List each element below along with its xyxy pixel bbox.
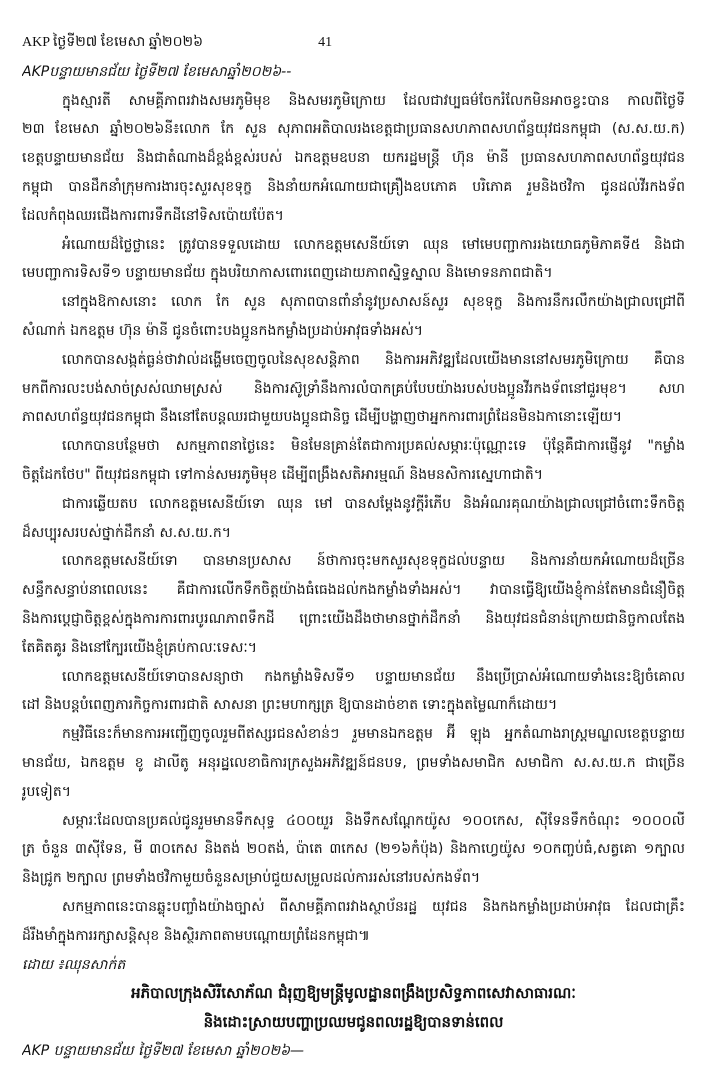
paragraph-line: ត្រ ចំនួន ៣ស៊ីទែន, មី ៣០កេស និងតង់ ២០តង់, ប៉ាតេ ៣កេស (២១៦កំប៉ុង) និងកាហ្វេយ៉ូស ១០កញ្ចប់ធំ,សត្វគោ ១ក្បាល [22, 841, 685, 858]
paragraph-line: អំណោយដ៏ថ្លៃថ្លានេះ ត្រូវបានទទួលដោយ លោកឧត្តមសេនីយ៍ទោ ឈុន មៅមេបញ្ជាការរងយោធភូមិភាគទី៥ និងជា [62, 236, 685, 253]
paragraph-line: ក្នុងស្មារតី សាមគ្គីភាពរវាងសមរភូមិមុខ និងសមរភូមិក្រោយ ដែលជាវប្បធម៌ចែករំលែកមិនអាចខ្វះបាន កាលពីថ្ងៃទី [62, 92, 685, 109]
paragraph-line: ភាពសហព័ន្ធយុវជនកម្ពុជា នឹងនៅតែបន្តឈរជាមួយបងប្អូនជានិច្ច ដើម្បីបង្ហាញថាអ្នកការពារព្រំដែនមិនឯកានោះឡើយ។ [22, 409, 623, 426]
paragraph-line: ដ៏សប្បុរសរបស់ថ្នាក់ដឹកនាំ ស.ស.យ.ក។ [22, 524, 231, 541]
paragraph-line: មេបញ្ជាការទិសទី១ បន្ទាយមានជ័យ ក្នុងបរិយាកាសពោរពេញដោយភាពស្និទ្ធស្នាល និងមោទនភាពជាតិ។ [22, 265, 553, 282]
paragraph-line: មានជ័យ, ឯកឧត្តម ខូ ដាលីតូ អនុរដ្ឋលេខាធិការក្រសួងអភិវឌ្ឍន៍ជនបទ, ព្រមទាំងសមាជិក សមាជិកា ស.ស.យ.ក ជាច្រើន [22, 754, 685, 771]
running-header [22, 29, 685, 58]
page-number: 41 [318, 35, 333, 50]
paragraph-line: តែគិតគូរ និងនៅក្បែរយើងខ្ញុំគ្រប់កាលៈទេសៈ។ [22, 639, 257, 656]
running-title: AKP ថ្ងៃទី២៧ ខែមេសា ឆ្នាំ២០២៦ [22, 35, 204, 50]
paragraph [22, 231, 685, 289]
paragraph [22, 288, 685, 346]
paragraph-line: សកម្មភាពនេះបានឆ្លុះបញ្ចាំងយ៉ាងច្បាស់ ពីសាមគ្គីភាពរវាងស្ថាប័នរដ្ឋ យុវជន និងកងកម្លាំងប្រដាប់អាវុធ ដែលជាគ្រឹះ [62, 898, 685, 915]
document-page [22, 29, 685, 1066]
article-body [22, 87, 685, 951]
paragraph-line: ចិត្តដែកថែប" ពីយុវជនកម្ពុជា ទៅកាន់សមរភូមិមុខ ដើម្បីពង្រឹងសតិអារម្មណ៍ និងមនសិការស្នេហាជាតិ។ [22, 466, 544, 483]
next-article-title-line-1: អភិបាលក្រុងសិរីសោភ័ណ ជំរុញឱ្យមន្ត្រីមូលដ្ឋានពង្រឹងប្រសិទ្ធភាពសេវាសាធារណៈ [131, 984, 576, 1003]
byline: ដោយ ៖ឈុនសាក់ត [22, 956, 126, 973]
paragraph [22, 490, 685, 548]
paragraph [22, 807, 685, 893]
paragraph-line: មកពីការលះបង់សាច់ស្រស់ឈាមស្រស់ និងការស៊ូទ្រាំនឹងការលំបាកគ្រប់បែបយ៉ាងរបស់បងប្អូនវីរកងទ័ពនៅជួរមុខ។ សហ [22, 380, 685, 397]
paragraph-line: នៅក្នុងឱកាសនោះ លោក កែ សួន សុភាពបានពាំនាំនូវប្រសាសន៍សួរ សុខទុក្ខ និងការនឹករលឹកយ៉ាងជ្រាលជ្រៅពី [62, 294, 685, 311]
paragraph-line: សំណាក់ ឯកឧត្តម ហ៊ុន ម៉ានី ជូនចំពោះបងប្អូនកងកម្លាំងប្រដាប់អាវុធទាំងអស់។ [22, 322, 424, 339]
paragraph-line: លោកឧត្តមសេនីយ៍ទោបានសន្យាថា កងកម្លាំងទិសទី១ បន្ទាយមានជ័យ នឹងប្រើប្រាស់អំណោយទាំងនេះឱ្យចំគោល [62, 668, 685, 685]
paragraph [22, 893, 685, 951]
paragraph-line: ដែលកំពុងឈរជើងការពារទឹកដីនៅទិសប៉ោយប៉ែត។ [22, 207, 284, 224]
paragraph-line: ដៅ និងបន្តបំពេញភារកិច្ចការពារជាតិ សាសនា ព្រះមហាក្សត្រ ឱ្យបានដាច់ខាត ទោះក្នុងតម្លៃណាក៏ដោយ។ [22, 697, 558, 714]
paragraph-line: ខេត្តបន្ទាយមានជ័យ និងជាតំណាងដ៏ខ្ពង់ខ្ពស់របស់ ឯកឧត្តមឧបនា យករដ្ឋមន្ត្រី ហ៊ុន ម៉ានី ប្រធានសហភាពសហព័ន្ធយុវជន [22, 150, 685, 167]
paragraph-line: រូបទៀត។ [22, 783, 71, 800]
paragraph [22, 346, 685, 432]
next-article-dateline: AKP បន្ទាយមានជ័យ ថ្ងៃទី២៧ ខែមេសា ឆ្នាំ២០២៦— [22, 1042, 305, 1059]
paragraph [22, 663, 685, 721]
paragraph-line: លោកបានសង្កត់ធ្ងន់ថាវាល់ដង្ហើមចេញចូលនៃសុខសន្តិភាព និងការអភិវឌ្ឍដែលយើងមាននៅសមរភូមិក្រោយ គឺបាន [62, 351, 685, 368]
paragraph-line: លោកបានបន្ថែមថា សកម្មភាពនាថ្ងៃនេះ មិនមែនគ្រាន់តែជាការប្រគល់សម្ភារៈប៉ុណ្ណោះទេ ប៉ុន្តែគឺជាការផ្ញើនូវ "កម្លាំង [62, 438, 685, 455]
paragraph-line: សម្ភារៈដែលបានប្រគល់ជូនរួមមានទឹកសុទ្ធ ៤០០យួរ និងទឹកសណ្តែកយ៉ូស ១០០កេស, ស៊ីទែនទឹកចំណុះ ១០០០លី [62, 812, 685, 829]
paragraph-line: កម្មវិធីនេះក៏មានការអញ្ជើញចូលរួមពីឥស្សរជនសំខាន់ៗ រួមមានឯកឧត្តម អ៊ី ឡុង អ្នកតំណាងរាស្ត្រមណ្ឌលខេត្តបន្ទាយ [62, 726, 685, 743]
paragraph [22, 432, 685, 490]
next-article-title-line-2: និងដោះស្រាយបញ្ហាប្រឈមជូនពលរដ្ឋឱ្យបានទាន់ពេល [203, 1013, 504, 1032]
paragraph-line: កម្ពុជា បានដឹកនាំក្រុមការងារចុះសួរសុខទុក្ខ និងនាំយកអំណោយជាគ្រឿងឧបភោគ បរិភោគ រួមនិងថវិកា ជូនដល់វីរកងទ័ព [22, 178, 685, 195]
paragraph-line: ២៣ ខែមេសា ឆ្នាំ២០២៦នី៖លោក កែ សួន សុភាពអតិបាលរងខេត្តជាប្រធានសហភាពសហព័ន្ធយុវជនកម្ពុជា (ស.ស.យ.ក) [22, 121, 685, 138]
paragraph-line: សន្ធឹកសន្ធាប់នាពេលនេះ គឺជាការលើកទឹកចិត្តយ៉ាងធំធេងដល់កងកម្លាំងទាំងអស់។ វាបានធ្វើឱ្យយើងខ្ញុំកាន់តែមានជំនឿចិត្ត [22, 582, 685, 599]
paragraph-line: ដ៏រឹងមាំក្នុងការរក្សាសន្តិសុខ និងស្ថិរភាពតាមបណ្តោយព្រំដែនកម្ពុជា៕ [22, 927, 370, 944]
paragraph-line: ជាការឆ្លើយតប លោកឧត្តមសេនីយ៍ទោ ឈុន មៅ បានសម្តែងនូវក្តីរំភើប និងអំណរគុណយ៉ាងជ្រាលជ្រៅចំពោះទឹកចិត្ត [62, 495, 685, 512]
paragraph [22, 87, 685, 231]
article-dateline: AKPបន្ទាយមានជ័យ ថ្ងៃទី២៧ ខែមេសាឆ្នាំ២០២៦-- [22, 63, 292, 80]
paragraph-line: និងការប្តេជ្ញាចិត្តខ្ពស់ក្នុងការការពារបូរណភាពទឹកដី ព្រោះយើងដឹងថាមានថ្នាក់ដឹកនាំ និងយុវជនជំនាន់ក្រោយជានិច្ចកាលតែង [22, 610, 685, 627]
paragraph [22, 547, 685, 662]
paragraph-line: និងជ្រូក ២ក្បាល ព្រមទាំងថវិកាមួយចំនួនសម្រាប់ជួយសម្រួលដល់ការរស់នៅរបស់កងទ័ព។ [22, 870, 481, 887]
paragraph-line: លោកឧត្តមសេនីយ៍ទោ បានមានប្រសាស ន៍ថាការចុះមកសួរសុខទុក្ខដល់បន្ទាយ និងការនាំយកអំណោយដ៏ច្រើន [62, 553, 685, 570]
paragraph [22, 720, 685, 806]
